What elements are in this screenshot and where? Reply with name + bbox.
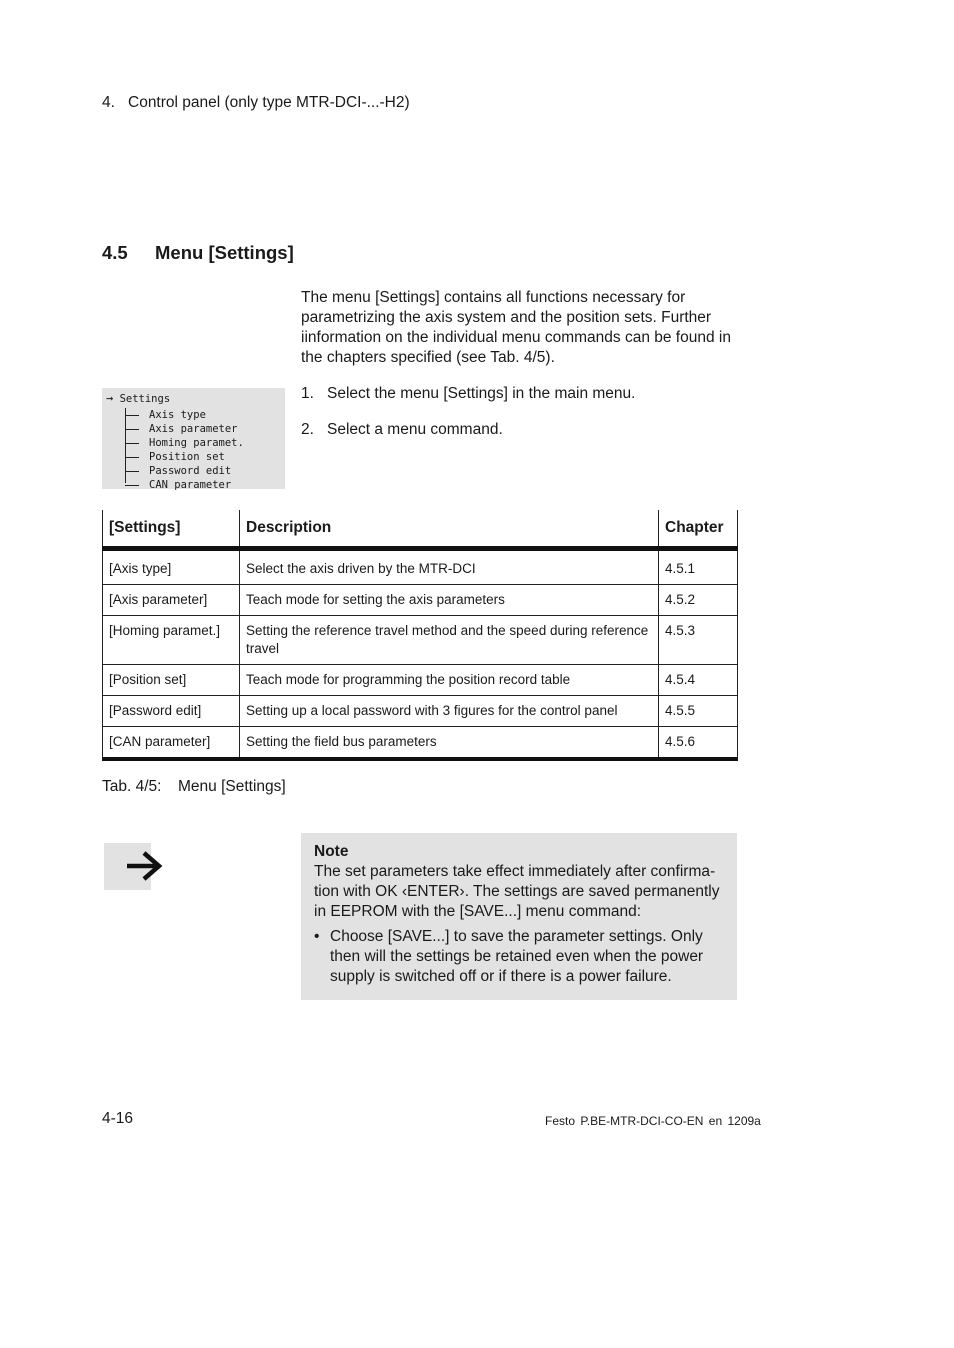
table-cell-description: Setting the reference travel method and the speed during reference travel [240, 616, 659, 665]
table-cell-setting: [Axis parameter] [103, 585, 240, 616]
table-cell-setting: [CAN parameter] [103, 727, 240, 760]
table-cell-description: Teach mode for programming the position record table [240, 665, 659, 696]
table-cell-chapter: 4.5.3 [659, 616, 738, 665]
settings-table [102, 510, 738, 761]
header-title: Control panel (only type MTR-DCI-...-H2) [128, 94, 410, 111]
table-row [103, 616, 738, 665]
table-cell-description: Teach mode for setting the axis parameters [240, 585, 659, 616]
table-cell-description: Setting the field bus parameters [240, 727, 659, 760]
table-cell-setting: [Homing paramet.] [103, 616, 240, 665]
table-cell-setting: [Axis type] [103, 549, 240, 585]
bullet-symbol: • [314, 928, 320, 945]
section-heading [102, 242, 294, 264]
section-title: Menu [Settings] [155, 242, 294, 263]
table-cell-description: Setting up a local password with 3 figures for the control panel [240, 696, 659, 727]
note-body: The set parameters take effect immediately after confirma-tion with OK ‹ENTER›. The settings are saved permanently in EEPROM with the [SAVE...] menu command: [314, 863, 720, 920]
table-row [103, 549, 738, 585]
table-header-row [103, 510, 738, 549]
note-box [301, 833, 737, 1000]
table-cell-chapter: 4.5.6 [659, 727, 738, 760]
step-list [301, 384, 741, 456]
table-cell-chapter: 4.5.1 [659, 549, 738, 585]
menu-tree-diagram: → Settings Axis type Axis parameter Homing paramet. Position set Password edit CAN parameter [102, 388, 285, 489]
column-header-settings: [Settings] [103, 510, 240, 549]
table-cell-chapter: 4.5.2 [659, 585, 738, 616]
menu-tree-root [106, 391, 170, 405]
arrow-right-icon [126, 851, 164, 881]
running-header [102, 94, 410, 112]
table-row [103, 696, 738, 727]
document-id: Festo P.BE-MTR-DCI-CO-EN en 1209a [545, 1114, 761, 1128]
step-item: 1. Select the menu [Settings] in the main menu. [301, 385, 636, 402]
table-cell-setting: [Position set] [103, 665, 240, 696]
table-cell-chapter: 4.5.5 [659, 696, 738, 727]
page-number: 4-16 [102, 1110, 134, 1127]
column-header-chapter: Chapter [659, 510, 738, 549]
menu-root-label: Settings [119, 393, 171, 405]
section-number: 4.5 [102, 242, 128, 263]
table-cell-setting: [Password edit] [103, 696, 240, 727]
table-cell-chapter: 4.5.4 [659, 665, 738, 696]
table-row [103, 727, 738, 760]
note-bullet-item [314, 927, 725, 987]
menu-arrow-icon: → [106, 391, 114, 405]
header-number: 4. [102, 94, 115, 111]
table-cell-description: Select the axis driven by the MTR-DCI [240, 549, 659, 585]
note-icon-box [104, 843, 151, 890]
table-caption [102, 778, 286, 796]
note-title: Note [314, 843, 349, 860]
table-row [103, 585, 738, 616]
intro-paragraph: The menu [Settings] contains all functions necessary for parametrizing the axis system and the position sets. Further iinformation on the individual menu commands can be found in the chapters specified (see Tab. 4/5). [301, 289, 731, 366]
caption-label: Tab. 4/5: [102, 778, 162, 795]
step-item: 2. Select a menu command. [301, 421, 503, 438]
column-header-description: Description [240, 510, 659, 549]
note-bullet-text: Choose [SAVE...] to save the parameter settings. Only then will the settings be retained even when the power supply is switched off or if there is a power failure. [330, 928, 704, 985]
table-row [103, 665, 738, 696]
caption-text: Menu [Settings] [178, 778, 286, 795]
